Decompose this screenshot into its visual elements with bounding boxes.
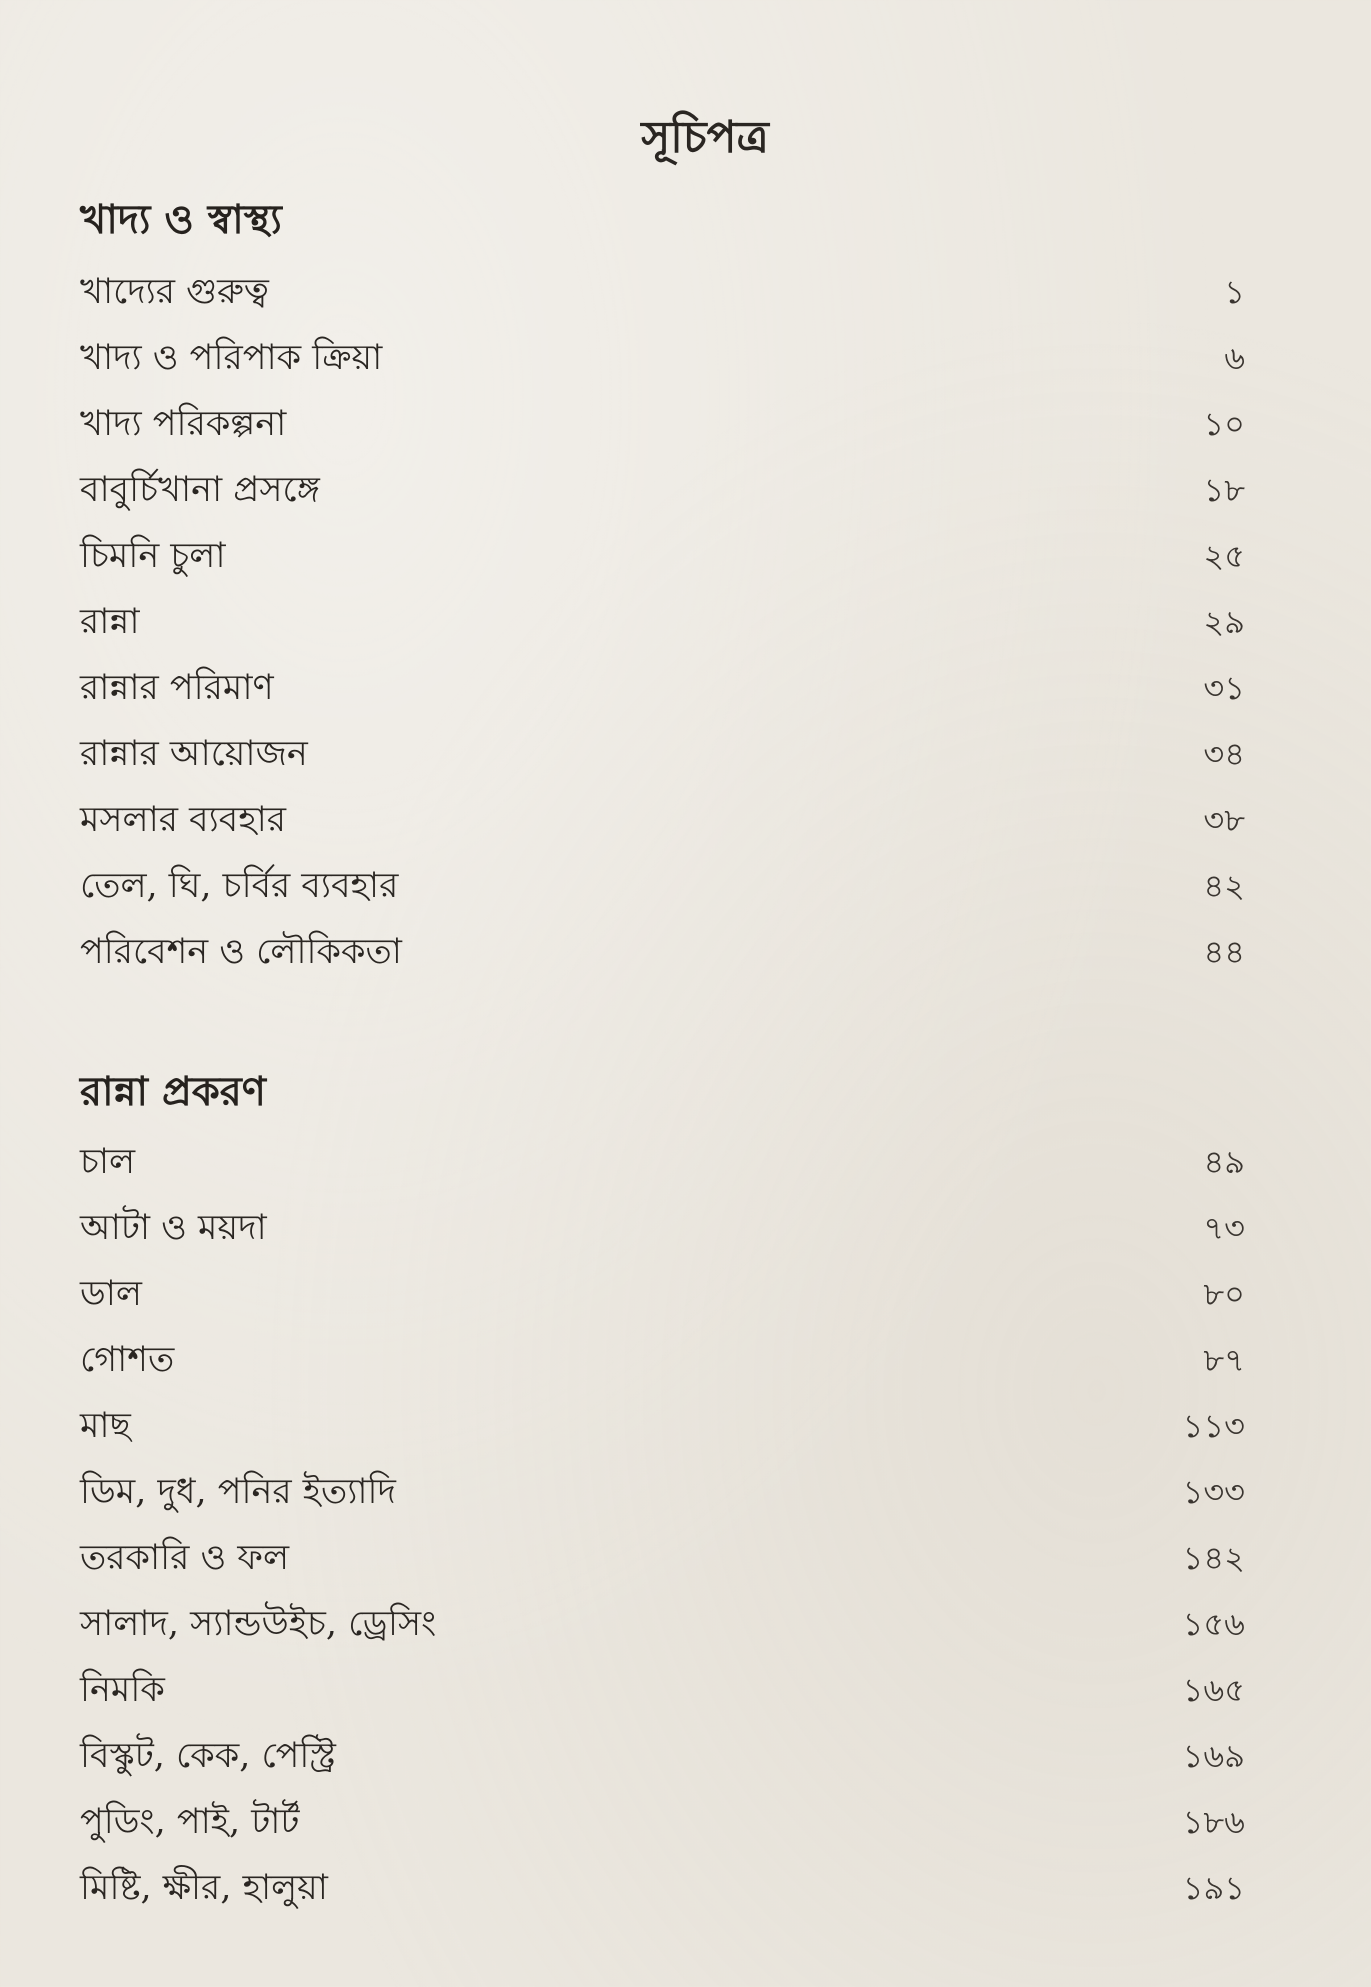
toc-entry [80, 1136, 1245, 1188]
toc-entry-page: ১৮৬ [1182, 1802, 1245, 1841]
toc-entry-label: পুডিং, পাই, টার্ট [80, 1802, 300, 1842]
toc-entry-page: ২৯ [1203, 602, 1245, 641]
toc-entry [80, 1532, 1245, 1584]
toc-entry [80, 728, 1245, 780]
toc-entry [80, 662, 1245, 714]
toc-entry-page: ৩৪ [1203, 734, 1245, 773]
toc-entry-label: চাল [80, 1142, 136, 1182]
toc-entry-label: মসলার ব্যবহার [80, 800, 287, 840]
toc-entry-label: রান্না [80, 602, 140, 642]
toc-entry-label: তরকারি ও ফল [80, 1538, 290, 1578]
toc-entry-page: ১ [1224, 272, 1245, 311]
toc-entry-label: আটা ও ময়দা [80, 1208, 267, 1248]
toc-entry-page: ১৪২ [1182, 1538, 1245, 1577]
toc-entry-page: ১৩৩ [1182, 1472, 1245, 1511]
toc-entry-label: চিমনি চুলা [80, 536, 226, 576]
toc-entry [80, 794, 1245, 846]
toc-entry-page: ৭৩ [1203, 1208, 1245, 1247]
toc-entry [80, 1202, 1245, 1254]
toc-entry [80, 464, 1245, 516]
toc-entry-label: খাদ্যের গুরুত্ব [80, 272, 269, 312]
toc-entry-label: গোশত [80, 1340, 175, 1380]
toc-entry-page: ৪৯ [1203, 1142, 1245, 1181]
toc-entry [80, 1796, 1245, 1848]
toc-entry [80, 1268, 1245, 1320]
toc-entry-label: মিষ্টি, ক্ষীর, হালুয়া [80, 1868, 328, 1908]
toc-entry [80, 1400, 1245, 1452]
toc-entry [80, 1730, 1245, 1782]
toc-entry-label: খাদ্য ও পরিপাক ক্রিয়া [80, 338, 383, 378]
toc-entry [80, 860, 1245, 912]
page-title: সূচিপত্র [641, 112, 769, 163]
toc-entry [80, 1664, 1245, 1716]
toc-entry-page: ৩১ [1203, 668, 1245, 707]
toc-entry [80, 926, 1245, 978]
section-heading-food-health: খাদ্য ও স্বাস্থ্য [80, 196, 282, 243]
toc-entry-label: মাছ [80, 1406, 131, 1446]
toc-entry-page: ৮০ [1203, 1274, 1245, 1313]
toc-entry [80, 1862, 1245, 1914]
toc-entry-label: বাবুর্চিখানা প্রসঙ্গে [80, 470, 320, 510]
toc-entry-label: ডাল [80, 1274, 142, 1314]
toc-entry-page: ১৯১ [1182, 1868, 1245, 1907]
toc-entry [80, 1466, 1245, 1518]
toc-entry-label: ডিম, দুধ, পনির ইত্যাদি [80, 1472, 396, 1512]
toc-entry [80, 1598, 1245, 1650]
toc-entry-label: খাদ্য পরিকল্পনা [80, 404, 287, 444]
toc-entry-label: নিমকি [80, 1670, 165, 1710]
toc-entry-label: সালাদ, স্যান্ডউইচ, ড্রেসিং [80, 1604, 437, 1644]
toc-entry-page: ৪৪ [1203, 932, 1245, 971]
toc-entry-page: ৪২ [1203, 866, 1245, 905]
toc-entry-page: ১৫৬ [1182, 1604, 1245, 1643]
toc-entry [80, 596, 1245, 648]
toc-entry [80, 266, 1245, 318]
toc-entry-page: ২৫ [1203, 536, 1245, 575]
toc-entry-page: ১৬৫ [1182, 1670, 1245, 1709]
section-heading-cooking-types: রান্না প্রকরণ [80, 1068, 266, 1115]
toc-entry-page: ৮৭ [1203, 1340, 1245, 1379]
toc-entry [80, 1334, 1245, 1386]
toc-entry-page: ১৬৯ [1182, 1736, 1245, 1775]
toc-entry-page: ৩৮ [1203, 800, 1245, 839]
toc-entry-page: ১৮ [1203, 470, 1245, 509]
toc-entry-label: তেল, ঘি, চর্বির ব্যবহার [80, 866, 399, 906]
toc-entry [80, 530, 1245, 582]
toc-entry-label: পরিবেশন ও লৌকিকতা [80, 932, 402, 972]
toc-entry-page: ১০ [1203, 404, 1245, 443]
toc-entry [80, 332, 1245, 384]
toc-entry-label: বিস্কুট, কেক, পেস্ট্রি [80, 1736, 336, 1776]
toc-entry-page: ৬ [1224, 338, 1245, 377]
toc-entry-page: ১১৩ [1182, 1406, 1245, 1445]
toc-entry [80, 398, 1245, 450]
toc-entry-label: রান্নার আয়োজন [80, 734, 308, 774]
toc-entry-label: রান্নার পরিমাণ [80, 668, 274, 708]
